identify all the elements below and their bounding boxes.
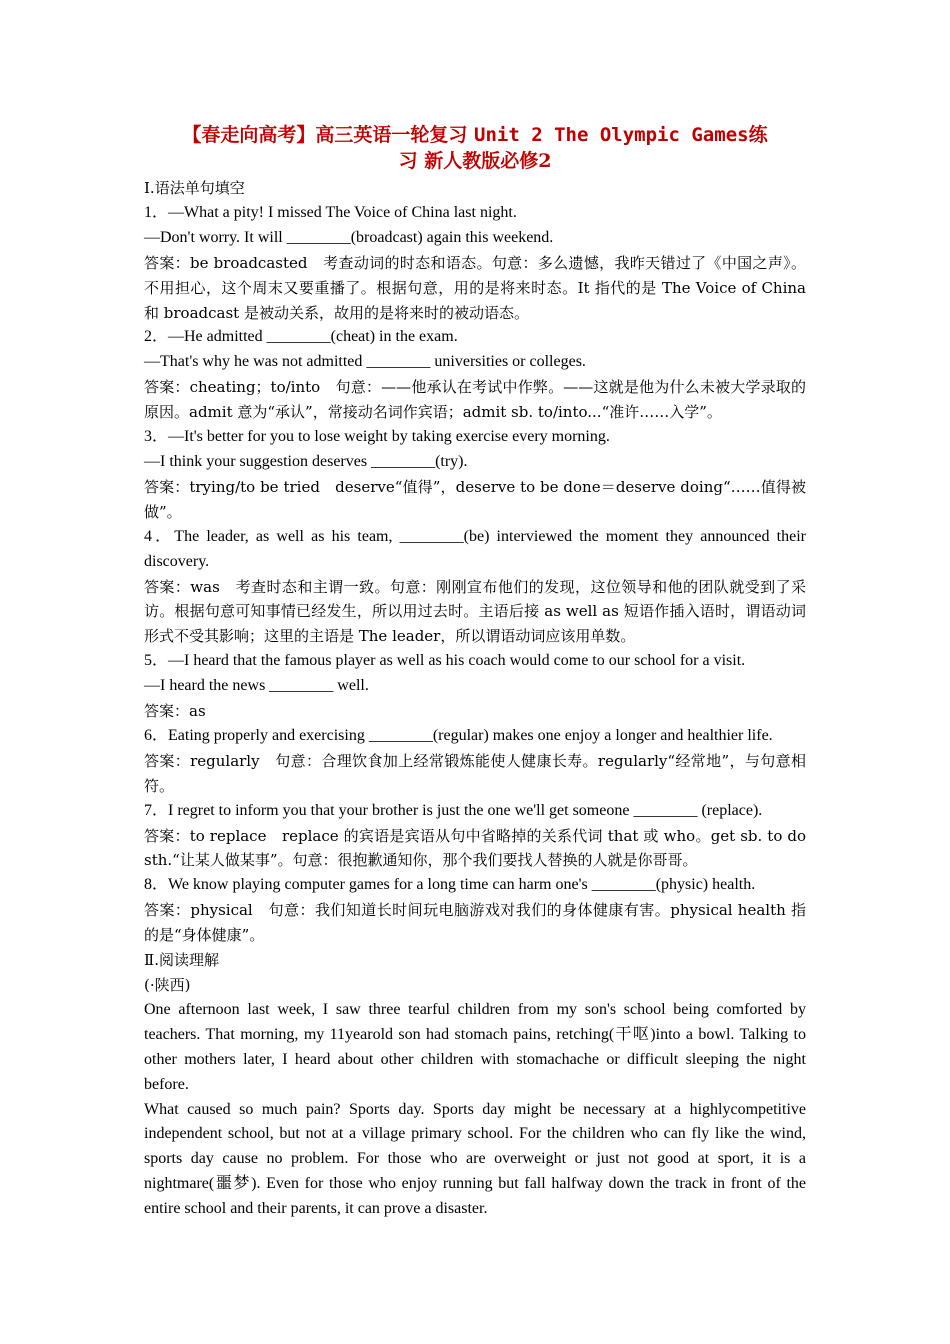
question-1-answer: 答案：be broadcasted 考查动词的时态和语态。句意：多么遗憾，我昨天错过了《中国之声》。不用担心，这个周末又要重播了。根据句意，用的是将来时态。It 指代的是 The Voice of China 和 broadcast 是被动关系，故用的是将来时的被动语态。 — [144, 253, 806, 322]
question-8-line-1: 8．We know playing computer games for a long time can harm one's ________(physic) health. — [144, 876, 756, 894]
question-4-answer: 答案：was 考查时态和主谓一致。句意：刚刚宣布他们的发现，这位领导和他的团队就受到了采访。根据句意可知事情已经发生，所以用过去时。主语后接 as well as 短语作插入语时，谓语动词形式不受其影响；这里的主语是 The leader，所以谓语动词应该用单数。 — [144, 577, 806, 646]
question-4-line-1: 4．The leader, as well as his team, ________(be) interviewed the moment they announced their discovery. — [144, 527, 806, 570]
title-line-1: 【春走向高考】高三英语一轮复习 Unit 2 The Olympic Games练 — [182, 124, 768, 146]
question-7-line-1: 7．I regret to inform you that your brother is just the one we'll get someone ________ (replace). — [144, 801, 763, 819]
question-5-line-1: 5．—I heard that the famous player as well as his coach would come to our school for a visit. — [144, 652, 746, 670]
question-2-line-1: 2．—He admitted ________(cheat) in the exam. — [144, 328, 458, 346]
question-2-answer: 答案：cheating；to/into 句意：——他承认在考试中作弊。——这就是他为什么未被大学录取的原因。admit 意为“承认”，常接动名词作宾语；admit sb. to/into...“准许……入学”。 — [144, 378, 806, 422]
question-5-answer: 答案：as — [144, 702, 206, 721]
question-6-line-1: 6．Eating properly and exercising ________(regular) makes one enjoy a longer and healthier life. — [144, 726, 773, 744]
question-3-line-1: 3．—It's better for you to lose weight by taking exercise every morning. — [144, 428, 610, 446]
passage-paragraph-2: What caused so much pain? Sports day. Sports day might be necessary at a highlycompetitive independent school, but not at a village primary school. For the children who can fly like the wind, sports day cause no problem. For those who are overweight or just not good at sport, it is a nightmare(噩梦). Even for those who enjoy running but fall halfway down the track in front of the entire school and their parents, it can prove a disaster. — [144, 1100, 806, 1218]
question-3-line-2: —I think your suggestion deserves ________(try). — [144, 452, 468, 470]
section-2-heading: Ⅱ.阅读理解 — [144, 951, 219, 970]
question-6-answer: 答案：regularly 句意：合理饮食加上经常锻炼能使人健康长寿。regularly“经常地”，与句意相符。 — [144, 751, 806, 795]
title-line-2: 习 新人教版必修2 — [398, 150, 552, 172]
question-1-line-2: —Don't worry. It will ________(broadcast) again this weekend. — [144, 228, 554, 246]
question-2-line-2: —That's why he was not admitted ________ universities or colleges. — [144, 353, 586, 371]
section-1-heading: Ⅰ.语法单句填空 — [144, 179, 245, 197]
document-page — [144, 122, 806, 1222]
document-title — [144, 122, 806, 174]
passage-paragraph-1: One afternoon last week, I saw three tearful children from my son's school being comforted by teachers. That morning, my 11yearold son had stomach pains, retching(干呕)into a bowl. Talking to other mothers later, I heard about other children with stomachache or difficult sleeping the night before. — [144, 1000, 806, 1093]
question-8-answer: 答案：physical 句意：我们知道长时间玩电脑游戏对我们的身体健康有害。physical health 指的是“身体健康”。 — [144, 901, 806, 945]
question-3-answer: 答案：trying/to be tried deserve“值得”，deserve to be done＝deserve doing“……值得被做”。 — [144, 477, 806, 521]
question-5-line-2: —I heard the news ________ well. — [144, 677, 369, 695]
question-1-line-1: 1．—What a pity! I missed The Voice of China last night. — [144, 203, 517, 221]
passage-source: (·陕西) — [144, 976, 191, 994]
question-7-answer: 答案：to replace replace 的宾语是宾语从句中省略掉的关系代词 that 或 who。get sb. to do sth.“让某人做某事”。句意：很抱歉通知你，那个我们要找人替换的人就是你哥哥。 — [144, 826, 806, 870]
